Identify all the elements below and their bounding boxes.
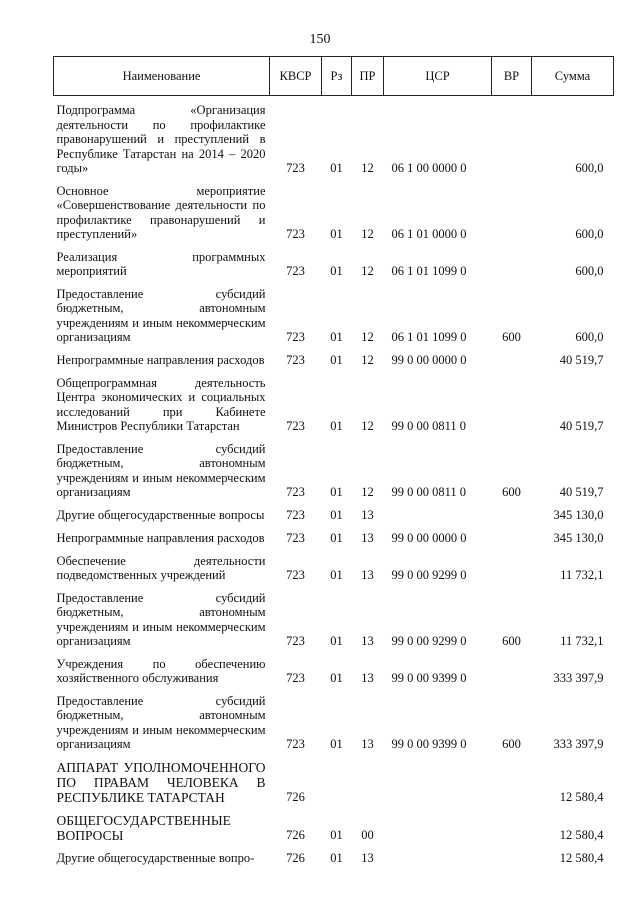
cell-rz: 01	[330, 484, 343, 499]
cell-pr: 13	[361, 567, 374, 582]
cell-rz: 01	[330, 850, 343, 865]
table-header-row	[54, 57, 614, 96]
table-row	[54, 177, 614, 243]
cell-rz: 01	[330, 226, 343, 241]
cell-csr: 99 0 00 9299 0	[391, 567, 467, 582]
cell-csr	[384, 806, 492, 844]
cell-vr: 600	[502, 633, 521, 648]
cell-kvsr: 723	[286, 484, 305, 499]
cell-vr	[492, 524, 532, 547]
cell-name: Предоставление субсидий бюджетным, автономным учреждениям и иным некоммерческим организациям	[56, 590, 266, 648]
cell-csr: 06 1 01 1099 0	[391, 329, 467, 344]
table-row	[54, 501, 614, 524]
cell-vr	[492, 806, 532, 844]
cell-kvsr: 723	[286, 736, 305, 751]
budget-table	[53, 56, 614, 867]
cell-rz	[322, 753, 352, 806]
cell-kvsr: 723	[286, 633, 305, 648]
cell-pr: 13	[361, 507, 374, 522]
table-row	[54, 806, 614, 844]
cell-kvsr: 723	[286, 329, 305, 344]
cell-name: Непрограммные направления расходов	[56, 353, 265, 367]
cell-sum: 12 580,4	[559, 850, 604, 865]
cell-csr: 99 0 00 0000 0	[391, 352, 467, 367]
cell-pr: 13	[361, 530, 374, 545]
cell-vr: 600	[502, 736, 521, 751]
cell-sum: 600,0	[575, 226, 604, 241]
cell-rz: 01	[330, 329, 343, 344]
cell-rz: 01	[330, 530, 343, 545]
cell-name: Другие общегосударственные вопросы	[56, 508, 265, 522]
cell-rz: 01	[330, 736, 343, 751]
cell-name: Другие общегосударственные вопро-	[56, 851, 255, 865]
cell-pr: 12	[361, 263, 374, 278]
header-pr: ПР	[352, 57, 384, 96]
cell-name: Подпрограмма «Организация деятельности по профилактике правонарушений и преступлений в Республике Татарстан на 2014 – 2020 годы»	[56, 103, 266, 175]
cell-csr	[384, 753, 492, 806]
cell-pr: 13	[361, 850, 374, 865]
cell-pr: 12	[361, 352, 374, 367]
cell-csr	[384, 844, 492, 867]
cell-vr	[492, 547, 532, 584]
page-number: 150	[309, 32, 331, 47]
cell-csr	[384, 501, 492, 524]
cell-kvsr: 726	[286, 850, 305, 865]
cell-name: ОБЩЕГОСУДАРСТВЕННЫЕ ВОПРОСЫ	[56, 812, 231, 843]
cell-vr	[492, 177, 532, 243]
cell-sum: 40 519,7	[559, 484, 604, 499]
table-row	[54, 547, 614, 584]
cell-name: Основное мероприятие «Совершенствование деятельности по профилактике правонарушений и преступлений»	[56, 183, 266, 241]
table-row	[54, 584, 614, 650]
cell-vr	[492, 844, 532, 867]
cell-sum: 11 732,1	[560, 633, 604, 648]
cell-sum: 600,0	[575, 160, 604, 175]
cell-kvsr: 723	[286, 418, 305, 433]
cell-csr: 99 0 00 9299 0	[391, 633, 467, 648]
cell-sum: 11 732,1	[560, 567, 604, 582]
cell-vr	[492, 501, 532, 524]
cell-pr	[352, 753, 384, 806]
cell-pr: 12	[361, 484, 374, 499]
cell-pr: 00	[361, 827, 374, 842]
table-row	[54, 524, 614, 547]
cell-kvsr: 726	[286, 827, 305, 842]
cell-vr	[492, 346, 532, 369]
cell-kvsr: 723	[286, 160, 305, 175]
cell-name: АППАРАТ УПОЛНОМОЧЕННОГО ПО ПРАВАМ ЧЕЛОВЕКА В РЕСПУБЛИКЕ ТАТАРСТАН	[56, 759, 266, 805]
cell-vr	[492, 369, 532, 435]
cell-kvsr: 723	[286, 567, 305, 582]
cell-rz: 01	[330, 263, 343, 278]
cell-kvsr: 726	[286, 789, 305, 804]
table-row	[54, 96, 614, 177]
cell-name: Предоставление субсидий бюджетным, автономным учреждениям и иным некоммерческим организациям	[56, 286, 266, 344]
cell-sum: 333 397,9	[553, 736, 604, 751]
cell-pr: 12	[361, 329, 374, 344]
cell-rz: 01	[330, 507, 343, 522]
cell-vr: 600	[502, 484, 521, 499]
cell-rz: 01	[330, 567, 343, 582]
table-row	[54, 650, 614, 687]
cell-rz: 01	[330, 827, 343, 842]
table-row	[54, 687, 614, 753]
cell-sum: 12 580,4	[559, 789, 604, 804]
cell-pr: 12	[361, 160, 374, 175]
header-name: Наименование	[54, 57, 270, 96]
cell-sum: 333 397,9	[553, 670, 604, 685]
cell-csr: 99 0 00 0811 0	[391, 418, 467, 433]
table-row	[54, 280, 614, 346]
cell-vr: 600	[502, 329, 521, 344]
header-sum: Сумма	[532, 57, 614, 96]
cell-rz: 01	[330, 670, 343, 685]
cell-csr: 99 0 00 9399 0	[391, 670, 467, 685]
cell-csr: 99 0 00 0000 0	[391, 530, 467, 545]
cell-kvsr: 723	[286, 352, 305, 367]
cell-rz: 01	[330, 160, 343, 175]
table-row	[54, 435, 614, 501]
cell-pr: 13	[361, 670, 374, 685]
header-csr: ЦСР	[384, 57, 492, 96]
cell-sum: 12 580,4	[559, 827, 604, 842]
cell-csr: 06 1 01 1099 0	[391, 263, 467, 278]
cell-csr: 06 1 00 0000 0	[391, 160, 467, 175]
cell-name: Обеспечение деятельности подведомственных учреждений	[56, 553, 266, 582]
cell-sum: 600,0	[575, 263, 604, 278]
cell-pr: 13	[361, 633, 374, 648]
cell-kvsr: 723	[286, 507, 305, 522]
header-vr: ВР	[492, 57, 532, 96]
cell-sum: 600,0	[575, 329, 604, 344]
cell-kvsr: 723	[286, 263, 305, 278]
header-kvsr: КВСР	[270, 57, 322, 96]
cell-kvsr: 723	[286, 226, 305, 241]
cell-pr: 12	[361, 226, 374, 241]
cell-kvsr: 723	[286, 530, 305, 545]
table-row	[54, 243, 614, 280]
cell-vr	[492, 753, 532, 806]
cell-csr: 06 1 01 0000 0	[391, 226, 467, 241]
cell-rz: 01	[330, 352, 343, 367]
cell-pr: 12	[361, 418, 374, 433]
table-row	[54, 844, 614, 867]
cell-name: Предоставление субсидий бюджетным, автономным учреждениям и иным некоммерческим организациям	[56, 693, 266, 751]
cell-vr	[492, 96, 532, 177]
cell-name: Предоставление субсидий бюджетным, автономным учреждениям и иным некоммерческим организациям	[56, 441, 266, 499]
cell-name: Общепрограммная деятельность Центра экономических и социальных исследований при Кабинете Министров Республики Татарстан	[56, 375, 266, 433]
table-row	[54, 753, 614, 806]
cell-sum: 345 130,0	[553, 530, 604, 545]
cell-vr	[492, 243, 532, 280]
table-row	[54, 369, 614, 435]
cell-pr: 13	[361, 736, 374, 751]
cell-sum: 40 519,7	[559, 418, 604, 433]
header-rz: Рз	[322, 57, 352, 96]
cell-csr: 99 0 00 9399 0	[391, 736, 467, 751]
cell-name: Непрограммные направления расходов	[56, 531, 265, 545]
cell-sum: 40 519,7	[559, 352, 604, 367]
cell-name: Реализация программных мероприятий	[56, 249, 266, 278]
cell-kvsr: 723	[286, 670, 305, 685]
table-body	[54, 96, 614, 867]
cell-vr	[492, 650, 532, 687]
cell-sum: 345 130,0	[553, 507, 604, 522]
cell-rz: 01	[330, 418, 343, 433]
cell-csr: 99 0 00 0811 0	[391, 484, 467, 499]
cell-rz: 01	[330, 633, 343, 648]
table-row	[54, 346, 614, 369]
cell-name: Учреждения по обеспечению хозяйственного обслуживания	[56, 656, 266, 685]
